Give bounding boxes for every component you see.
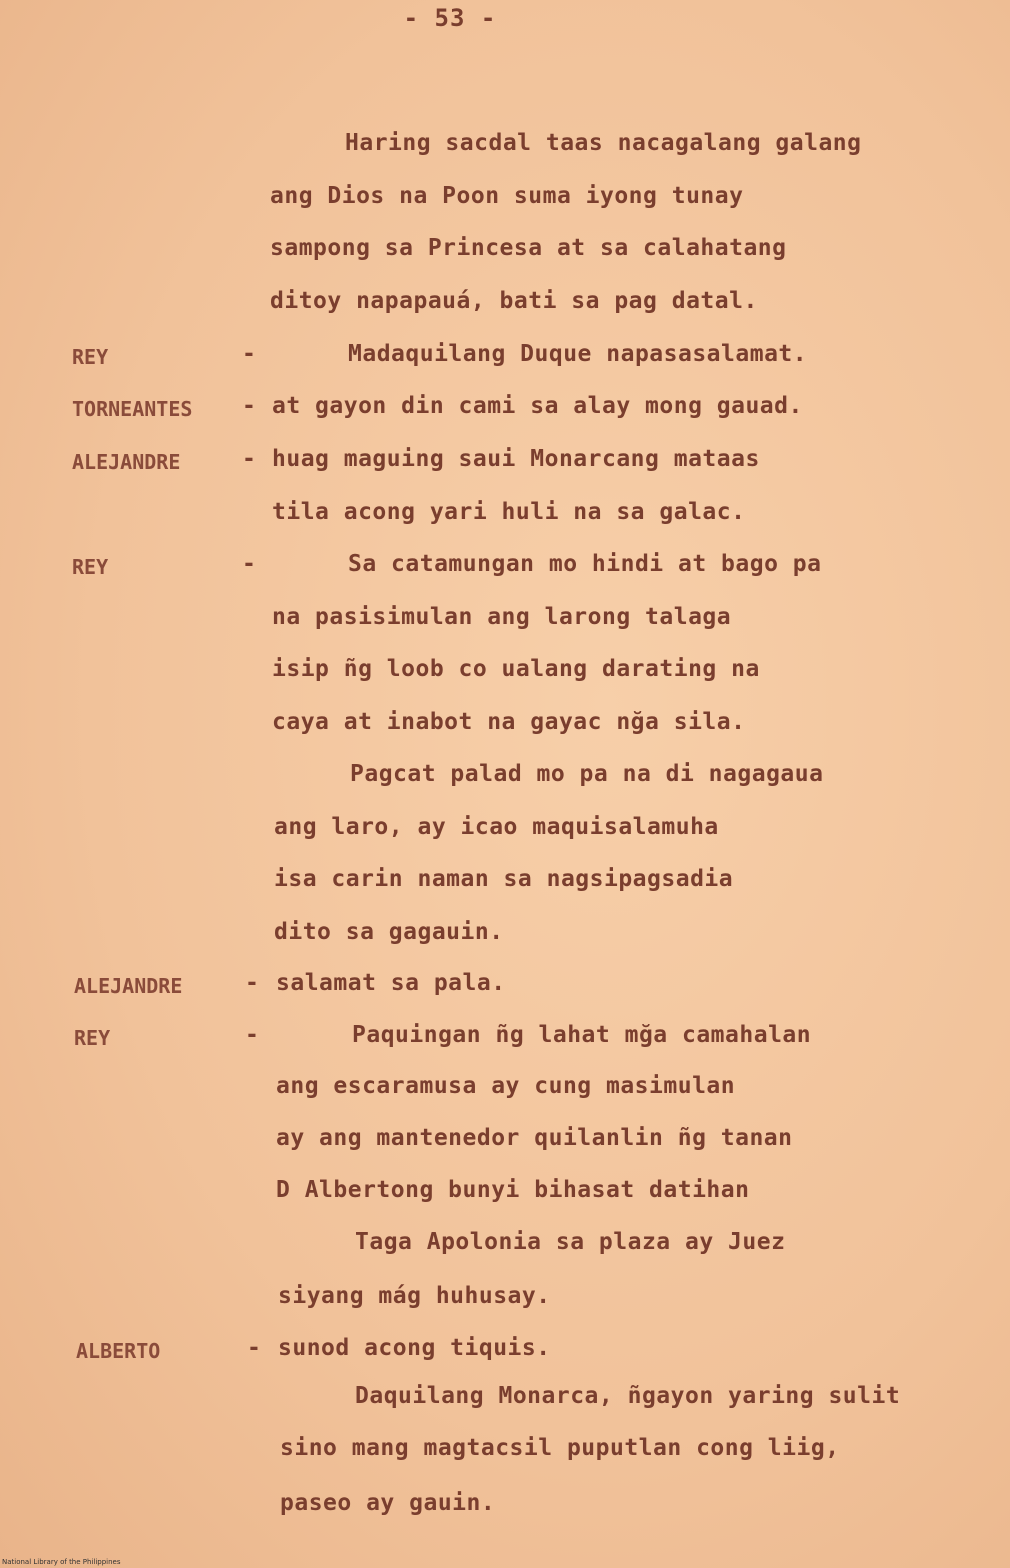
verse-line: caya at inabot na gayac nğa sila. (272, 709, 746, 735)
speaker-name: REY (72, 555, 109, 579)
verse-line: sino mang magtacsil puputlan cong liig, (280, 1435, 840, 1461)
verse-line: Taga Apolonia sa plaza ay Juez (355, 1229, 786, 1255)
verse-line: Sa catamungan mo hindi at bago pa (348, 551, 822, 577)
verse-line: salamat sa pala. (276, 970, 506, 996)
speaker-dash: - (242, 551, 256, 577)
speaker-name: ALBERTO (76, 1339, 161, 1363)
verse-line: Paquingan ñg lahat mğa camahalan (352, 1022, 812, 1048)
verse-line: ditoy napapauá, bati sa pag datal. (270, 288, 758, 314)
verse-line: dito sa gagauin. (274, 919, 504, 945)
speaker-dash: - (245, 1022, 259, 1048)
verse-line: at gayon din cami sa alay mong gauad. (272, 393, 803, 419)
verse-line: isip ñg loob co ualang darating na (272, 656, 760, 682)
verse-line: sunod acong tiquis. (278, 1335, 551, 1361)
verse-line: siyang mág huhusay. (278, 1283, 551, 1309)
verse-line: ang laro, ay icao maquisalamuha (274, 814, 719, 840)
footer-credit: National Library of the Philippines (2, 1558, 121, 1566)
speaker-dash: - (245, 970, 259, 996)
verse-line: ay ang mantenedor quilanlin ñg tanan (276, 1125, 793, 1151)
speaker-dash: - (242, 446, 256, 472)
verse-line: paseo ay gauin. (280, 1490, 496, 1516)
verse-line: na pasisimulan ang larong talaga (272, 604, 732, 630)
verse-line: D Albertong bunyi bihasat datihan (276, 1177, 750, 1203)
verse-line: Pagcat palad mo pa na di nagagaua (350, 761, 824, 787)
speaker-dash: - (242, 393, 256, 419)
speaker-name: REY (74, 1026, 111, 1050)
verse-line: Haring sacdal taas nacagalang galang (345, 130, 862, 156)
verse-line: huag maguing saui Monarcang mataas (272, 446, 760, 472)
verse-line: isa carin naman sa nagsipagsadia (274, 866, 734, 892)
speaker-name: ALEJANDRE (72, 450, 181, 474)
verse-line: ang escaramusa ay cung masimulan (276, 1073, 736, 1099)
verse-line: sampong sa Princesa at sa calahatang (270, 235, 787, 261)
speaker-name: TORNEANTES (72, 397, 193, 421)
speaker-name: ALEJANDRE (74, 974, 183, 998)
speaker-dash: - (247, 1335, 261, 1361)
speaker-dash: - (242, 341, 256, 367)
page-number: - 53 - (403, 4, 497, 32)
verse-line: ang Dios na Poon suma iyong tunay (270, 183, 744, 209)
verse-line: Daquilang Monarca, ñgayon yaring sulit (355, 1383, 901, 1409)
speaker-name: REY (72, 345, 109, 369)
verse-line: tila acong yari huli na sa galac. (272, 499, 746, 525)
verse-line: Madaquilang Duque napasasalamat. (348, 341, 808, 367)
